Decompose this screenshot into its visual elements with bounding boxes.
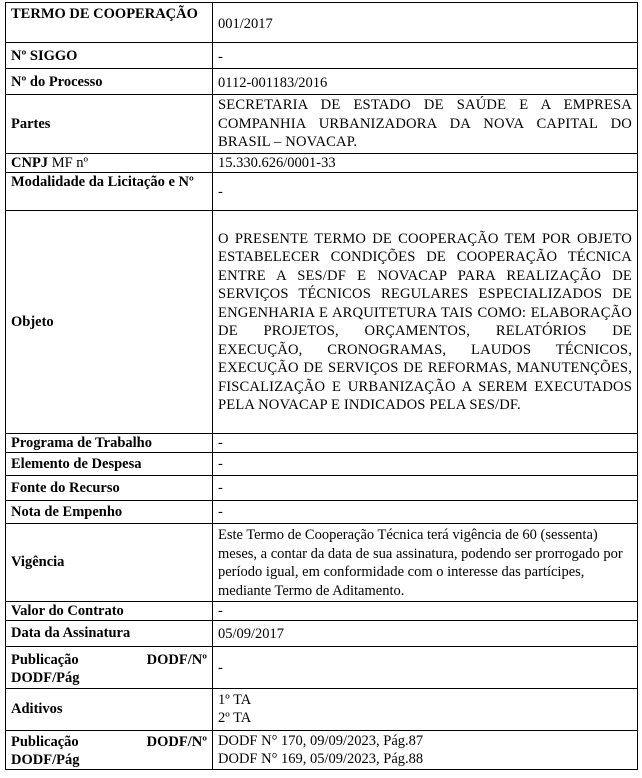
table-row (6, 601, 638, 620)
publication-label (6, 646, 213, 688)
work-program-label: Programa de Trabalho (6, 434, 213, 453)
validity-label: Vigência (6, 524, 213, 602)
table-row (6, 211, 638, 434)
table-row (6, 43, 638, 69)
table-row (6, 646, 638, 688)
modality-value: - (213, 173, 638, 211)
publication-label-2 (6, 730, 213, 769)
amendments-label: Aditivos (6, 688, 213, 730)
expense-element-value: - (213, 453, 638, 476)
amendments-value (213, 688, 638, 730)
table-row (6, 620, 638, 646)
process-label: Nº do Processo (6, 69, 213, 95)
resource-source-value: - (213, 476, 638, 501)
publication-label-right: DODF/Nº (146, 652, 207, 669)
publication-2-value (213, 730, 638, 769)
signature-date: 05/09/2017 (213, 620, 638, 646)
table-row (6, 476, 638, 501)
parties-value: SECRETARIA DE ESTADO DE SAÚDE E A EMPRESA COMPANHIA URBANIZADORA DA NOVA CAPITAL DO BRASIL – NOVACAP. (213, 95, 638, 154)
term-label: TERMO DE COOPERAÇÃO (6, 3, 213, 43)
siggo-value: - (213, 43, 638, 69)
signature-date-label: Data da Assinatura (6, 620, 213, 646)
work-program-value: - (213, 434, 638, 453)
validity-value: Este Termo de Cooperação Técnica terá vigência de 60 (sessenta) meses, a contar da data de sua assinatura, podendo ser prorrogado por período igual, em conformidade com o interesse das partícipes, mediante Termo de Aditamento. (213, 524, 638, 602)
table-row (6, 95, 638, 154)
parties-label: Partes (6, 95, 213, 154)
publication-label-line1 (11, 651, 207, 669)
publication-entry-1: DODF N° 170, 09/09/2023, Pág.87 (218, 732, 424, 749)
publication-value: - (213, 646, 638, 688)
cnpj-value: 15.330.626/0001-33 (213, 154, 638, 173)
amendment-1: 1º TA (218, 692, 252, 709)
contract-value-label: Valor do Contrato (6, 601, 213, 620)
cnpj-label (6, 154, 213, 173)
object-value: O PRESENTE TERMO DE COOPERAÇÃO TEM POR OBJETO ESTABELECER CONDIÇÕES DE COOPERAÇÃO TÉCNICA ENTRE A SES/DF E NOVACAP PARA REALIZAÇÃO DE SERVIÇOS TÉCNICOS REGULARES ESPECIALIZADOS DE ENGENHARIA E ARQUITETURA TAIS COMO: ELABORAÇÃO DE PROJETOS, ORÇAMENTOS, RELATÓRIOS DE EXECUÇÃO, CRONOGRAMAS, LAUDOS TÉCNICOS, EXECUÇÃO DE SERVIÇOS DE REFORMAS, MANUTENÇÕES, FISCALIZAÇÃO E URBANIZAÇÃO A SEREM EXECUTADOS PELA NOVACAP E INDICADOS PELA SES/DF. (213, 211, 638, 434)
siggo-label: Nº SIGGO (6, 43, 213, 69)
publication-label-2-left: Publicação (11, 733, 79, 750)
resource-source-label: Fonte do Recurso (6, 476, 213, 501)
cnpj-label-bold: CNPJ (11, 155, 49, 171)
publication-label-2-right: DODF/Nº (146, 733, 207, 750)
table-row (6, 173, 638, 211)
publication-label-line2: DODF/Pág (11, 670, 80, 687)
publication-label-2-line2: DODF/Pág (11, 751, 80, 768)
publication-label-left: Publicação (11, 652, 79, 669)
expense-element-label: Elemento de Despesa (6, 453, 213, 476)
modality-label: Modalidade da Licitação e Nº (6, 173, 213, 211)
object-label: Objeto (6, 211, 213, 434)
publication-entry-2: DODF N° 169, 05/09/2023, Pág.88 (218, 750, 424, 767)
table-row (6, 688, 638, 730)
commitment-note-label: Nota de Empenho (6, 501, 213, 524)
publication-label-2-line1 (11, 733, 207, 751)
cooperation-term-table (5, 2, 638, 770)
term-number: 001/2017 (213, 3, 638, 43)
table-row (6, 154, 638, 173)
amendment-2: 2º TA (218, 710, 252, 727)
table-row (6, 69, 638, 95)
process-number: 0112-001183/2016 (213, 69, 638, 95)
table-row (6, 434, 638, 453)
commitment-note-value: - (213, 501, 638, 524)
contract-value: - (213, 601, 638, 620)
table-row (6, 453, 638, 476)
table-row (6, 501, 638, 524)
table-row (6, 524, 638, 602)
cnpj-label-suffix: MF nº (48, 155, 89, 171)
table-row (6, 730, 638, 769)
table-row (6, 3, 638, 43)
